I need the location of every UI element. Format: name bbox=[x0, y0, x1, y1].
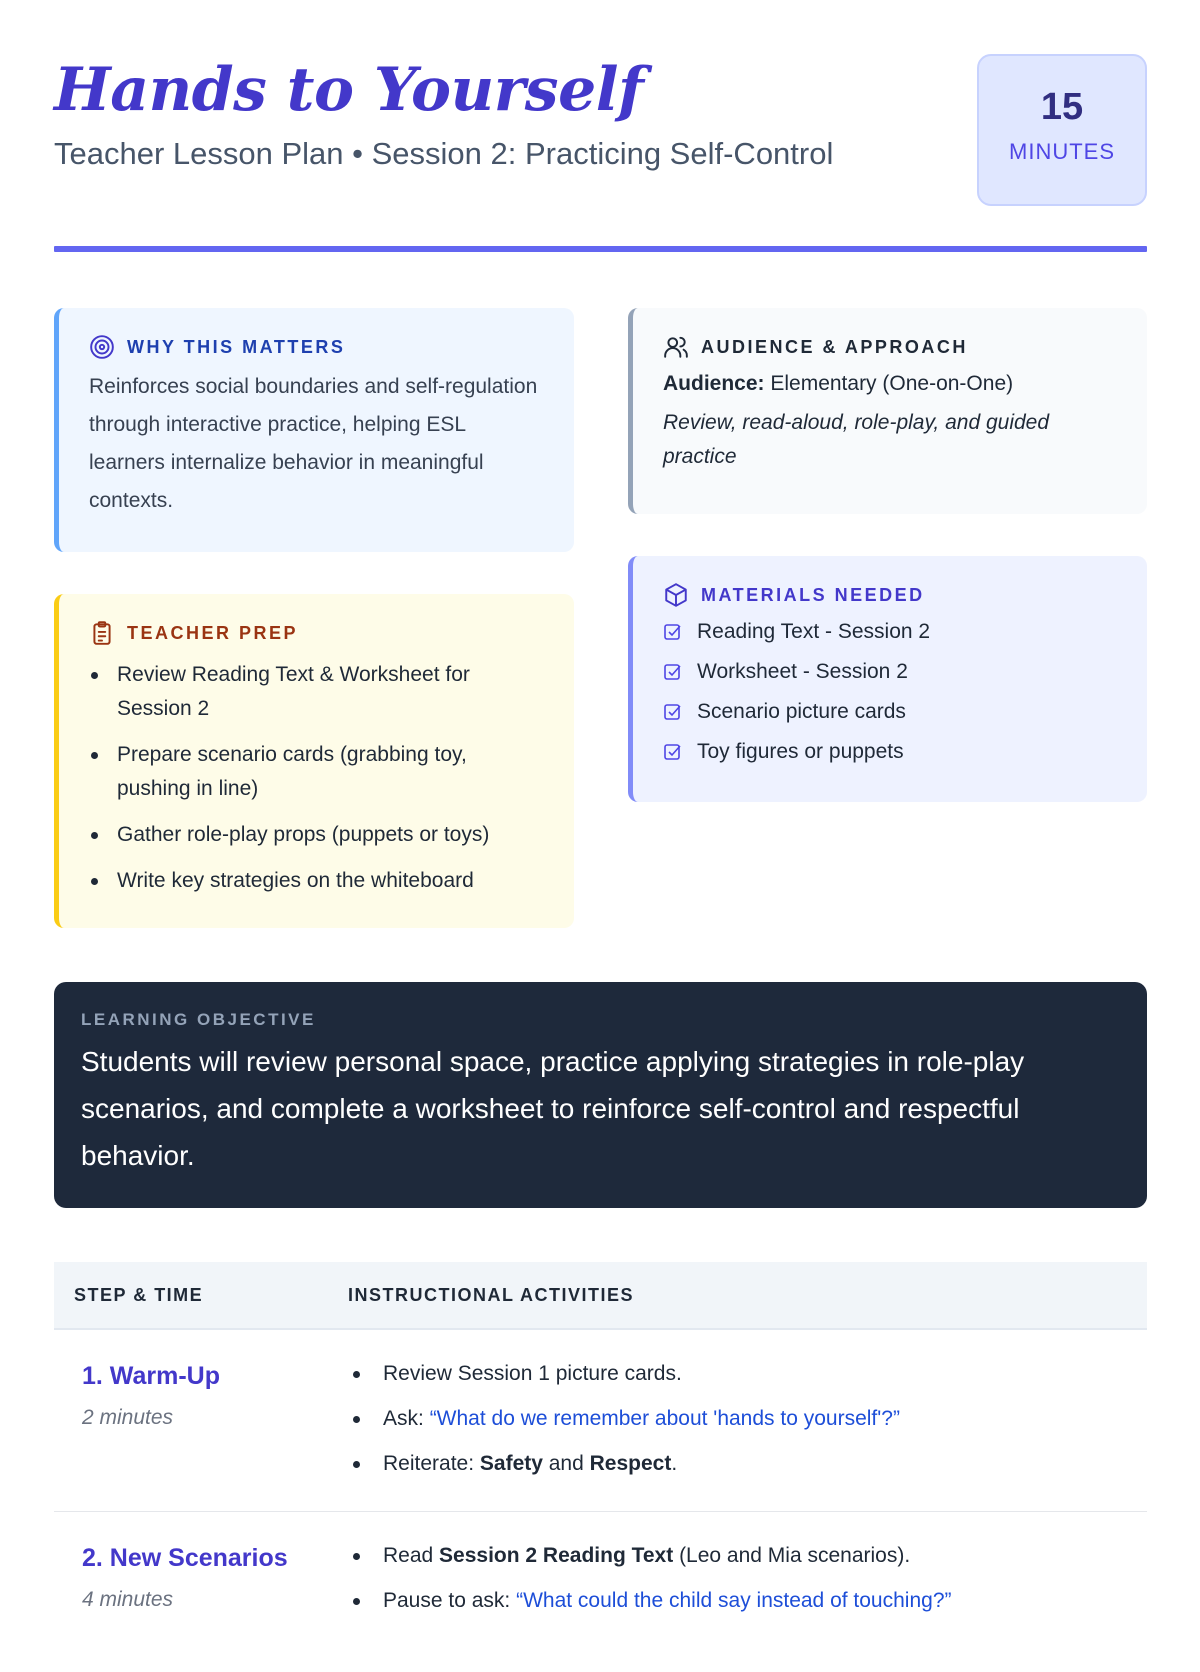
materials-heading: MATERIALS NEEDED bbox=[701, 584, 925, 605]
duration-badge bbox=[977, 54, 1147, 206]
prep-item: Gather role-play props (puppets or toys) bbox=[89, 818, 546, 852]
prep-heading: TEACHER PREP bbox=[127, 622, 299, 643]
prep-item: Review Reading Text & Worksheet for Session 2 bbox=[89, 658, 546, 726]
activities-table bbox=[54, 1262, 1147, 1672]
learning-objective-panel bbox=[54, 982, 1147, 1208]
table-row bbox=[54, 1512, 1147, 1672]
material-item bbox=[663, 738, 1119, 766]
prep-heading-row bbox=[89, 620, 546, 646]
activity-bold: Session 2 Reading Text bbox=[439, 1544, 674, 1567]
material-label: Toy figures or puppets bbox=[697, 740, 904, 763]
activity-list bbox=[349, 1542, 952, 1632]
audience-heading: AUDIENCE & APPROACH bbox=[701, 336, 968, 357]
header-divider bbox=[54, 246, 1147, 252]
why-heading: WHY THIS MATTERS bbox=[127, 336, 346, 357]
audience-heading-row bbox=[663, 334, 1119, 360]
page-subtitle: Teacher Lesson Plan • Session 2: Practicing Self-Control bbox=[54, 136, 834, 171]
activity-prefix: Reiterate: bbox=[383, 1452, 480, 1475]
material-label: Worksheet - Session 2 bbox=[697, 660, 908, 683]
activity-item bbox=[349, 1587, 952, 1615]
activity-item: Review Session 1 picture cards. bbox=[349, 1360, 900, 1388]
audience-approach-card bbox=[628, 308, 1147, 514]
objective-text: Students will review personal space, practice applying strategies in role-play scenarios, and complete a worksheet to reinforce self-control and respectful behavior. bbox=[81, 1046, 1025, 1171]
step-name: 2. New Scenarios bbox=[82, 1544, 288, 1572]
materials-heading-row bbox=[663, 582, 1119, 608]
approach-text: Review, read-aloud, role-play, and guided practice bbox=[663, 411, 1050, 468]
column-header-activities: INSTRUCTIONAL ACTIVITIES bbox=[348, 1285, 635, 1305]
column-header-step: STEP & TIME bbox=[74, 1285, 204, 1305]
why-heading-row bbox=[89, 334, 546, 360]
clipboard-icon bbox=[89, 620, 115, 646]
teacher-question: “What do we remember about 'hands to yourself'?” bbox=[429, 1407, 900, 1430]
page-title: Hands to Yourself bbox=[54, 55, 644, 125]
step-time: 2 minutes bbox=[82, 1406, 174, 1429]
activity-suffix: . bbox=[671, 1452, 678, 1475]
audience-value: Elementary (One-on-One) bbox=[764, 372, 1014, 395]
prep-list bbox=[89, 658, 546, 898]
activity-suffix: (Leo and Mia scenarios). bbox=[673, 1544, 911, 1567]
teacher-question: “What could the child say instead of touching?” bbox=[516, 1589, 952, 1612]
activity-item bbox=[349, 1542, 952, 1570]
prep-item: Write key strategies on the whiteboard bbox=[89, 864, 546, 898]
duration-value: 15 bbox=[1040, 86, 1084, 128]
checkbox-icon bbox=[663, 742, 683, 762]
why-this-matters-card bbox=[54, 308, 574, 552]
why-body: Reinforces social boundaries and self-regulation through interactive practice, helping ESL learners internalize behavior in meaningful contexts. bbox=[89, 375, 538, 512]
prep-item: Prepare scenario cards (grabbing toy, pushing in line) bbox=[89, 738, 546, 806]
lesson-header bbox=[54, 54, 1147, 254]
checkbox-icon bbox=[663, 702, 683, 722]
users-icon bbox=[663, 334, 689, 360]
audience-label: Audience: bbox=[663, 372, 765, 395]
materials-needed-card bbox=[628, 556, 1147, 802]
activity-prefix: Pause to ask: bbox=[383, 1589, 517, 1612]
material-item bbox=[663, 658, 1119, 686]
activity-conjunction: and bbox=[542, 1452, 590, 1475]
step-name: 1. Warm-Up bbox=[82, 1362, 220, 1390]
materials-list bbox=[663, 618, 1119, 766]
target-icon bbox=[89, 334, 115, 360]
table-row bbox=[54, 1330, 1147, 1512]
keyword-safety: Safety bbox=[479, 1452, 543, 1475]
activity-prefix: Ask: bbox=[383, 1407, 430, 1430]
activity-list bbox=[349, 1360, 900, 1495]
material-label: Scenario picture cards bbox=[697, 700, 906, 723]
box-icon bbox=[663, 582, 689, 608]
teacher-prep-card bbox=[54, 594, 574, 928]
checkbox-icon bbox=[663, 662, 683, 682]
duration-unit: MINUTES bbox=[1009, 139, 1115, 164]
step-time: 4 minutes bbox=[82, 1588, 174, 1611]
checkbox-icon bbox=[663, 622, 683, 642]
activity-item bbox=[349, 1450, 900, 1478]
activity-prefix: Read bbox=[383, 1544, 440, 1567]
table-header bbox=[54, 1262, 1147, 1330]
keyword-respect: Respect bbox=[589, 1452, 672, 1475]
audience-line bbox=[663, 372, 1119, 396]
material-item bbox=[663, 618, 1119, 646]
activity-item bbox=[349, 1405, 900, 1433]
material-label: Reading Text - Session 2 bbox=[697, 620, 931, 643]
objective-label: LEARNING OBJECTIVE bbox=[81, 1010, 316, 1029]
material-item bbox=[663, 698, 1119, 726]
